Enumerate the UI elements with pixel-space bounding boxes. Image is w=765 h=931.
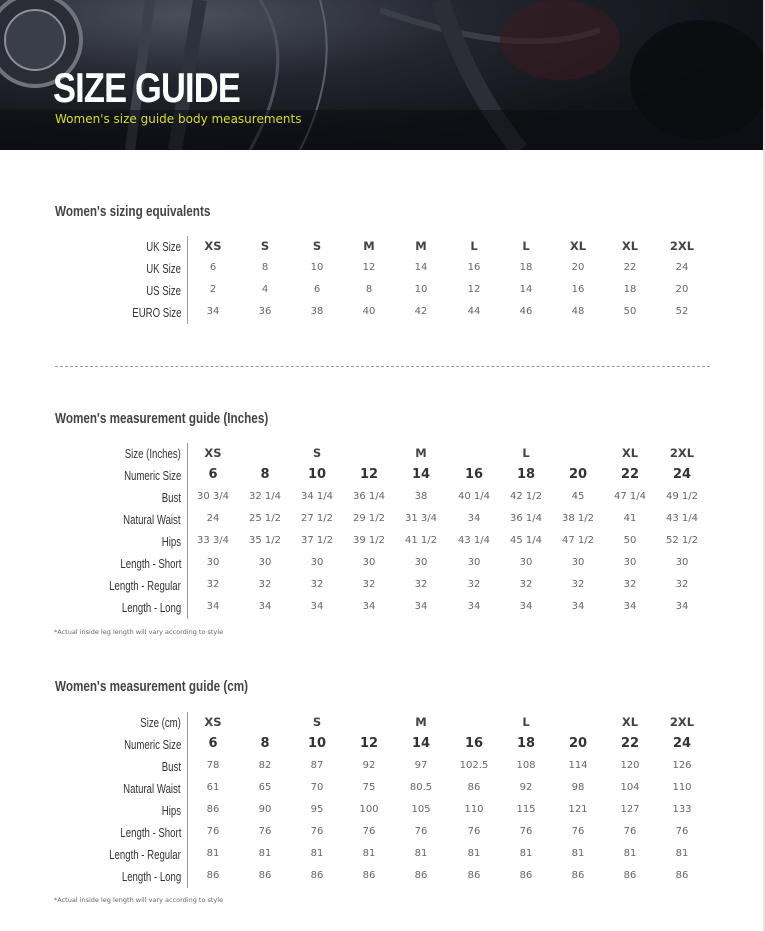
- table-cell: 95: [310, 804, 324, 815]
- table-cell: 50: [623, 535, 637, 546]
- inches-guide-title: Women's measurement guide (Inches): [55, 410, 269, 427]
- table-cell: M: [415, 715, 427, 729]
- table-cell: 86: [467, 870, 481, 881]
- table-cell: 34: [467, 513, 481, 524]
- table-cell: 110: [464, 804, 484, 815]
- table-cell: 32: [362, 579, 376, 590]
- table-cell: 24: [206, 513, 220, 524]
- table-cell: 24: [675, 262, 689, 273]
- table-cell: XL: [621, 715, 639, 729]
- table-cell: 41: [623, 513, 637, 524]
- equivalents-title: Women's sizing equivalents: [55, 203, 211, 220]
- table-cell: 52 1/2: [666, 535, 698, 546]
- table-row: [0, 800, 763, 822]
- table-cell: 34: [206, 306, 220, 317]
- table-cell: 75: [362, 782, 376, 793]
- table-cell: 81: [623, 848, 637, 859]
- table-cell: 30: [414, 557, 428, 568]
- table-row: [0, 734, 763, 756]
- table-cell: 8: [261, 262, 269, 273]
- table-cell: 30: [206, 557, 220, 568]
- table-cell: 41 1/2: [405, 535, 437, 546]
- row-label: Bust: [161, 490, 181, 505]
- table-cell: 76: [623, 826, 637, 837]
- table-cell: 121: [568, 804, 588, 815]
- table-cell: 81: [362, 848, 376, 859]
- table-cell: 34: [362, 601, 376, 612]
- row-label: UK Size: [146, 261, 181, 276]
- table-row: [0, 575, 763, 597]
- section-divider: [55, 366, 710, 367]
- row-label: Length - Regular: [109, 847, 181, 862]
- table-cell: 30: [623, 557, 637, 568]
- table-row: [0, 756, 763, 778]
- table-cell: 32: [519, 579, 533, 590]
- table-cell: 43 1/4: [458, 535, 490, 546]
- table-cell: 48: [571, 306, 585, 317]
- table-cell: 46: [519, 306, 533, 317]
- table-cell: 4: [261, 284, 269, 295]
- table-cell: 97: [414, 760, 428, 771]
- table-row: [0, 778, 763, 800]
- table-cell: 43 1/4: [666, 513, 698, 524]
- table-cell: 6: [209, 262, 217, 273]
- table-cell: 6: [208, 467, 218, 482]
- table-cell: L: [470, 239, 478, 253]
- table-cell: 49 1/2: [666, 491, 698, 502]
- row-label: Size (cm): [140, 715, 181, 730]
- table-cell: 81: [206, 848, 220, 859]
- table-cell: 50: [623, 306, 637, 317]
- table-cell: 76: [362, 826, 376, 837]
- row-label: Length - Short: [120, 556, 181, 571]
- table-cell: 81: [675, 848, 689, 859]
- table-cell: 76: [206, 826, 220, 837]
- table-cell: L: [522, 446, 530, 460]
- table-cell: 86: [571, 870, 585, 881]
- table-cell: 32: [206, 579, 220, 590]
- table-cell: 2XL: [669, 715, 695, 729]
- table-row: [0, 487, 763, 509]
- page-subtitle: Women's size guide body measurements: [55, 112, 302, 126]
- table-cell: 86: [623, 870, 637, 881]
- cm-footnote: *Actual inside leg length will vary according to style: [54, 896, 224, 904]
- table-cell: 32: [467, 579, 481, 590]
- table-cell: 34 1/4: [301, 491, 333, 502]
- table-row: [0, 443, 763, 465]
- table-cell: 34: [571, 601, 585, 612]
- table-cell: 81: [414, 848, 428, 859]
- table-cell: 32 1/4: [249, 491, 281, 502]
- table-cell: 34: [206, 601, 220, 612]
- table-cell: 8: [365, 284, 373, 295]
- table-cell: 32: [675, 579, 689, 590]
- table-row: [0, 465, 763, 487]
- table-cell: 32: [258, 579, 272, 590]
- table-cell: 14: [411, 736, 431, 751]
- table-cell: 22: [620, 467, 640, 482]
- row-label: Natural Waist: [123, 781, 181, 796]
- table-cell: 40: [362, 306, 376, 317]
- table-cell: 87: [310, 760, 324, 771]
- table-cell: 86: [310, 870, 324, 881]
- table-cell: 36 1/4: [353, 491, 385, 502]
- table-cell: 126: [672, 760, 692, 771]
- table-cell: 24: [672, 736, 692, 751]
- table-row: [0, 302, 763, 324]
- page-title: SIZE GUIDE: [53, 64, 240, 111]
- table-cell: 45 1/4: [510, 535, 542, 546]
- table-cell: 47 1/2: [562, 535, 594, 546]
- table-row: [0, 509, 763, 531]
- table-cell: 42 1/2: [510, 491, 542, 502]
- table-row: [0, 258, 763, 280]
- table-cell: 127: [620, 804, 640, 815]
- table-cell: 14: [519, 284, 533, 295]
- table-cell: 61: [206, 782, 220, 793]
- table-cell: 52: [675, 306, 689, 317]
- table-cell: 6: [313, 284, 321, 295]
- table-cell: 12: [467, 284, 481, 295]
- table-cell: 100: [359, 804, 379, 815]
- table-cell: 86: [206, 804, 220, 815]
- table-cell: 86: [362, 870, 376, 881]
- table-cell: 8: [260, 736, 270, 751]
- table-cell: 70: [310, 782, 324, 793]
- table-cell: 38: [310, 306, 324, 317]
- table-cell: 34: [414, 601, 428, 612]
- table-cell: 76: [467, 826, 481, 837]
- table-row: [0, 280, 763, 302]
- table-cell: 33 3/4: [197, 535, 229, 546]
- table-cell: 76: [414, 826, 428, 837]
- table-row: [0, 844, 763, 866]
- table-cell: 16: [464, 467, 484, 482]
- table-cell: 34: [467, 601, 481, 612]
- row-label: Bust: [161, 759, 181, 774]
- table-cell: 34: [675, 601, 689, 612]
- table-cell: 30: [310, 557, 324, 568]
- table-cell: 18: [516, 467, 536, 482]
- table-cell: L: [522, 239, 530, 253]
- table-cell: 30: [571, 557, 585, 568]
- table-row: [0, 236, 763, 258]
- table-cell: 115: [516, 804, 536, 815]
- table-cell: 12: [359, 736, 379, 751]
- table-cell: 6: [208, 736, 218, 751]
- table-cell: 20: [568, 736, 588, 751]
- table-cell: 81: [519, 848, 533, 859]
- table-cell: XS: [204, 715, 222, 729]
- table-row: [0, 822, 763, 844]
- table-cell: 16: [571, 284, 585, 295]
- table-cell: 30: [258, 557, 272, 568]
- header-banner: [0, 0, 763, 150]
- table-cell: 18: [516, 736, 536, 751]
- table-cell: 18: [623, 284, 637, 295]
- table-cell: XS: [204, 239, 222, 253]
- table-cell: M: [363, 239, 375, 253]
- row-label: Natural Waist: [123, 512, 181, 527]
- table-cell: 2: [209, 284, 217, 295]
- row-label: US Size: [146, 283, 181, 298]
- table-cell: 80.5: [409, 782, 433, 793]
- table-cell: 16: [467, 262, 481, 273]
- table-cell: 86: [675, 870, 689, 881]
- table-cell: 32: [414, 579, 428, 590]
- table-cell: 34: [258, 601, 272, 612]
- table-cell: 14: [414, 262, 428, 273]
- table-cell: 42: [414, 306, 428, 317]
- table-cell: 30: [467, 557, 481, 568]
- table-row: [0, 712, 763, 734]
- table-cell: XL: [569, 239, 587, 253]
- row-label: Hips: [161, 803, 181, 818]
- table-cell: 20: [571, 262, 585, 273]
- table-cell: 25 1/2: [249, 513, 281, 524]
- table-cell: 92: [362, 760, 376, 771]
- table-cell: 2XL: [669, 239, 695, 253]
- table-cell: 18: [519, 262, 533, 273]
- inches-footnote: *Actual inside leg length will vary according to style: [54, 628, 224, 636]
- table-cell: 38: [414, 491, 428, 502]
- table-cell: 36: [258, 306, 272, 317]
- table-cell: 22: [620, 736, 640, 751]
- label-divider: [187, 236, 188, 324]
- row-label: UK Size: [146, 239, 181, 254]
- row-label: Length - Short: [120, 825, 181, 840]
- table-cell: 86: [258, 870, 272, 881]
- table-cell: 37 1/2: [301, 535, 333, 546]
- table-cell: 45: [571, 491, 585, 502]
- table-cell: 10: [307, 736, 327, 751]
- table-cell: XL: [621, 446, 639, 460]
- row-label: Numeric Size: [123, 468, 181, 483]
- row-label: Length - Long: [121, 600, 181, 615]
- table-cell: 47 1/4: [614, 491, 646, 502]
- table-cell: 16: [464, 736, 484, 751]
- table-cell: 31 3/4: [405, 513, 437, 524]
- table-cell: 110: [672, 782, 692, 793]
- table-cell: 30 3/4: [197, 491, 229, 502]
- table-cell: 108: [516, 760, 536, 771]
- table-cell: 40 1/4: [458, 491, 490, 502]
- table-cell: 114: [568, 760, 588, 771]
- table-cell: 36 1/4: [510, 513, 542, 524]
- table-cell: 76: [258, 826, 272, 837]
- table-cell: XL: [621, 239, 639, 253]
- label-divider: [187, 443, 188, 619]
- table-cell: 30: [519, 557, 533, 568]
- table-cell: 81: [310, 848, 324, 859]
- table-cell: 86: [414, 870, 428, 881]
- table-cell: 8: [260, 467, 270, 482]
- table-cell: 92: [519, 782, 533, 793]
- table-cell: 78: [206, 760, 220, 771]
- table-cell: 34: [519, 601, 533, 612]
- table-cell: 39 1/2: [353, 535, 385, 546]
- table-cell: 86: [467, 782, 481, 793]
- table-cell: 90: [258, 804, 272, 815]
- table-cell: 65: [258, 782, 272, 793]
- table-cell: 34: [623, 601, 637, 612]
- table-cell: 20: [568, 467, 588, 482]
- row-label: EURO Size: [131, 305, 181, 320]
- table-cell: 81: [571, 848, 585, 859]
- table-cell: 32: [623, 579, 637, 590]
- row-label: Hips: [161, 534, 181, 549]
- table-cell: 86: [519, 870, 533, 881]
- table-cell: 2XL: [669, 446, 695, 460]
- table-cell: 104: [620, 782, 640, 793]
- table-cell: M: [415, 239, 427, 253]
- table-cell: 20: [675, 284, 689, 295]
- table-cell: 76: [519, 826, 533, 837]
- table-cell: 10: [310, 262, 324, 273]
- table-cell: 10: [307, 467, 327, 482]
- table-cell: 44: [467, 306, 481, 317]
- table-cell: 102.5: [459, 760, 489, 771]
- table-cell: 34: [310, 601, 324, 612]
- table-cell: 82: [258, 760, 272, 771]
- table-row: [0, 597, 763, 619]
- table-row: [0, 531, 763, 553]
- table-cell: 98: [571, 782, 585, 793]
- table-cell: 76: [675, 826, 689, 837]
- table-cell: 32: [310, 579, 324, 590]
- table-cell: 14: [411, 467, 431, 482]
- table-cell: XS: [204, 446, 222, 460]
- table-cell: L: [522, 715, 530, 729]
- table-cell: 32: [571, 579, 585, 590]
- table-row: [0, 866, 763, 888]
- table-cell: 133: [672, 804, 692, 815]
- table-cell: 22: [623, 262, 637, 273]
- table-cell: 81: [467, 848, 481, 859]
- table-cell: 35 1/2: [249, 535, 281, 546]
- cm-guide-title: Women's measurement guide (cm): [55, 678, 249, 695]
- label-divider: [187, 712, 188, 888]
- table-cell: S: [312, 715, 322, 729]
- table-cell: S: [260, 239, 270, 253]
- table-cell: 120: [620, 760, 640, 771]
- table-cell: 10: [414, 284, 428, 295]
- table-cell: 38 1/2: [562, 513, 594, 524]
- row-label: Length - Long: [121, 869, 181, 884]
- table-cell: 29 1/2: [353, 513, 385, 524]
- table-cell: S: [312, 446, 322, 460]
- row-label: Length - Regular: [109, 578, 181, 593]
- table-cell: 27 1/2: [301, 513, 333, 524]
- table-cell: 30: [362, 557, 376, 568]
- table-cell: 76: [310, 826, 324, 837]
- row-label: Size (Inches): [124, 446, 181, 461]
- table-cell: M: [415, 446, 427, 460]
- table-cell: 30: [675, 557, 689, 568]
- row-label: Numeric Size: [123, 737, 181, 752]
- table-cell: 12: [359, 467, 379, 482]
- table-cell: S: [312, 239, 322, 253]
- table-cell: 76: [571, 826, 585, 837]
- table-cell: 81: [258, 848, 272, 859]
- table-cell: 12: [362, 262, 376, 273]
- table-row: [0, 553, 763, 575]
- table-cell: 86: [206, 870, 220, 881]
- table-cell: 105: [411, 804, 431, 815]
- table-cell: 24: [672, 467, 692, 482]
